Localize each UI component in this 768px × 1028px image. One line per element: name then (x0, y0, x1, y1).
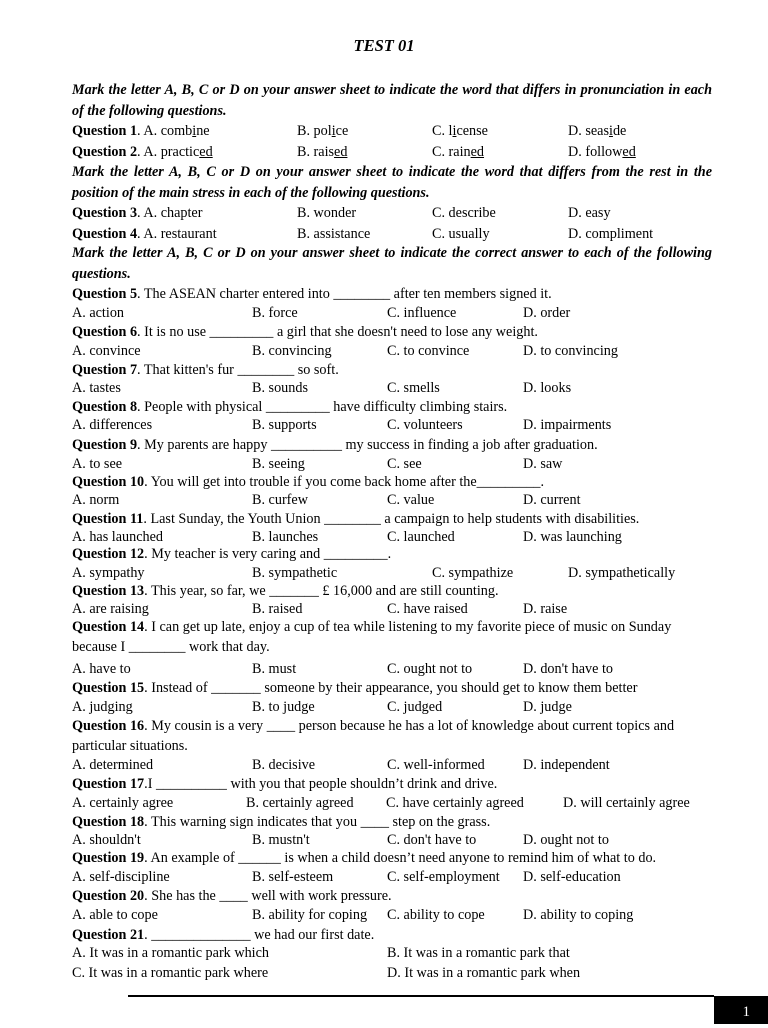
question-8-option-a: A. differences (72, 417, 153, 433)
question-6-option-b: B. convincing (252, 343, 332, 359)
question-21-option-a: A. It was in a romantic park which (72, 945, 269, 961)
question-3: Question 3. A. chapter (72, 205, 203, 221)
page-title: TEST 01 (353, 36, 415, 55)
question-17-option-c: C. have certainly agreed (386, 795, 524, 811)
question-3-option-b: B. wonder (297, 205, 357, 221)
question-7-option-d: D. looks (523, 380, 572, 396)
question-15-option-b: B. to judge (252, 699, 315, 715)
question-9-option-b: B. seeing (252, 456, 305, 472)
question-16: Question 16. My cousin is a very ____ person because he has a lot of knowledge about current topics and particular situations. (72, 718, 675, 754)
question-2-option-b: B. raised (297, 144, 348, 160)
question-19: Question 19. An example of ______ is when a child doesn’t need anyone to remind him of what to do. (72, 850, 657, 866)
question-14-option-d: D. don't have to (523, 661, 614, 677)
question-10-option-c: C. value (387, 492, 435, 508)
question-21-option-b: B. It was in a romantic park that (387, 945, 570, 961)
question-5-option-d: D. order (523, 305, 571, 321)
question-6-option-c: C. to convince (387, 343, 470, 359)
question-label: Question 2 (72, 144, 138, 160)
question-11-option-d: D. was launching (523, 529, 622, 545)
question-12-option-b: B. sympathetic (252, 565, 338, 581)
instruction-stress: Mark the letter A, B, C or D on your answer sheet to indicate the word that differs from the rest in the position of the main stress in each of the following questions. (72, 164, 712, 201)
question-20-option-d: D. ability to coping (523, 907, 634, 923)
question-4-option-d: D. compliment (568, 226, 654, 242)
question-20-option-b: B. ability for coping (252, 907, 368, 923)
question-14-option-b: B. must (252, 661, 297, 677)
footer-divider (128, 995, 714, 997)
question-18-option-c: C. don't have to (387, 832, 477, 848)
question-2-option-d: D. followed (568, 144, 636, 160)
question-7: Question 7. That kitten's fur ________ so soft. (72, 362, 339, 378)
question-19-option-d: D. self-education (523, 869, 621, 885)
question-20-option-c: C. ability to cope (387, 907, 485, 923)
question-4-option-b: B. assistance (297, 226, 371, 242)
question-19-option-a: A. self-discipline (72, 869, 170, 885)
question-14-option-c: C. ought not to (387, 661, 473, 677)
question-14: Question 14. I can get up late, enjoy a cup of tea while listening to my favorite piece of music on Sunday because I ________ work that day. (72, 619, 672, 655)
question-3-option-c: C. describe (432, 205, 496, 221)
question-4-option-c: C. usually (432, 226, 490, 242)
question-label: Question 3 (72, 205, 138, 221)
question-15-option-c: C. judged (387, 699, 443, 715)
question-16-option-d: D. independent (523, 757, 610, 773)
question-13-option-c: C. have raised (387, 601, 468, 617)
question-10: Question 10. You will get into trouble if you come back home after the_________. (72, 474, 545, 490)
question-9-option-a: A. to see (72, 456, 123, 472)
question-3-option-d: D. easy (568, 205, 611, 221)
question-16-option-a: A. determined (72, 757, 154, 773)
question-5: Question 5. The ASEAN charter entered into ________ after ten members signed it. (72, 286, 552, 302)
question-21-option-d: D. It was in a romantic park when (387, 965, 581, 981)
question-2: Question 2. A. practiced (72, 144, 213, 160)
question-12: Question 12. My teacher is very caring and _________. (72, 546, 392, 562)
question-12-option-d: D. sympathetically (568, 565, 676, 581)
question-18: Question 18. This warning sign indicates that you ____ step on the grass. (72, 814, 491, 830)
question-label: Question 4 (72, 226, 138, 242)
question-16-option-c: C. well-informed (387, 757, 485, 773)
instruction-pronunciation: Mark the letter A, B, C or D on your answer sheet to indicate the word that differs in pronunciation in each of the following questions. (72, 82, 712, 119)
question-6: Question 6. It is no use _________ a girl that she doesn't need to lose any weight. (72, 324, 538, 340)
question-17-option-a: A. certainly agree (72, 795, 174, 811)
question-11: Question 11. Last Sunday, the Youth Union ________ a campaign to help students with disabilities. (72, 511, 640, 527)
question-1-option-b: B. police (297, 123, 349, 139)
question-12-option-c: C. sympathize (432, 565, 514, 581)
question-9-option-d: D. saw (523, 456, 563, 472)
question-4: Question 4. A. restaurant (72, 226, 217, 242)
question-15-option-a: A. judging (72, 699, 133, 715)
question-7-option-b: B. sounds (252, 380, 308, 396)
question-1-option-c: C. license (432, 123, 488, 139)
question-21-option-c: C. It was in a romantic park where (72, 965, 269, 981)
question-18-option-a: A. shouldn't (72, 832, 141, 848)
question-12-option-a: A. sympathy (72, 565, 145, 581)
question-10-option-d: D. current (523, 492, 581, 508)
question-19-option-c: C. self-employment (387, 869, 500, 885)
question-18-option-b: B. mustn't (252, 832, 310, 848)
question-5-option-b: B. force (252, 305, 298, 321)
question-17: Question 17.I __________ with you that people shouldn’t drink and drive. (72, 776, 498, 792)
question-17-option-b: B. certainly agreed (246, 795, 354, 811)
question-13-option-d: D. raise (523, 601, 568, 617)
question-15-option-d: D. judge (523, 699, 572, 715)
question-13-option-b: B. raised (252, 601, 303, 617)
question-19-option-b: B. self-esteem (252, 869, 334, 885)
question-8: Question 8. People with physical _________ have difficulty climbing stairs. (72, 399, 508, 415)
question-5-option-a: A. action (72, 305, 125, 321)
question-13: Question 13. This year, so far, we _______ £ 16,000 and are still counting. (72, 583, 499, 599)
question-21: Question 21. ______________ we had our first date. (72, 927, 375, 943)
question-1-option-d: D. seaside (568, 123, 627, 139)
question-17-option-d: D. will certainly agree (563, 795, 690, 811)
question-14-option-a: A. have to (72, 661, 131, 677)
question-7-option-c: C. smells (387, 380, 440, 396)
question-11-option-a: A. has launched (72, 529, 164, 545)
question-18-option-d: D. ought not to (523, 832, 609, 848)
question-20: Question 20. She has the ____ well with work pressure. (72, 888, 392, 904)
question-5-option-c: C. influence (387, 305, 457, 321)
question-9-option-c: C. see (387, 456, 422, 472)
question-13-option-a: A. are raising (72, 601, 149, 617)
question-6-option-a: A. convince (72, 343, 141, 359)
question-11-option-c: C. launched (387, 529, 455, 545)
question-16-option-b: B. decisive (252, 757, 316, 773)
question-10-option-b: B. curfew (252, 492, 308, 508)
question-8-option-c: C. volunteers (387, 417, 463, 433)
instruction-correct-answer: Mark the letter A, B, C or D on your answer sheet to indicate the correct answer to each of the following questions. (72, 245, 712, 282)
question-8-option-d: D. impairments (523, 417, 612, 433)
question-7-option-a: A. tastes (72, 380, 121, 396)
question-8-option-b: B. supports (252, 417, 317, 433)
question-20-option-a: A. able to cope (72, 907, 158, 923)
question-9: Question 9. My parents are happy __________ my success in finding a job after graduation. (72, 437, 598, 453)
question-10-option-a: A. norm (72, 492, 120, 508)
question-2-option-c: C. rained (432, 144, 485, 160)
question-11-option-b: B. launches (252, 529, 319, 545)
question-label: Question 1 (72, 123, 138, 139)
question-1: Question 1. A. combine (72, 123, 210, 139)
question-6-option-d: D. to convincing (523, 343, 618, 359)
page-number: 1 (714, 996, 768, 1024)
question-15: Question 15. Instead of _______ someone by their appearance, you should get to know them better (72, 680, 638, 696)
